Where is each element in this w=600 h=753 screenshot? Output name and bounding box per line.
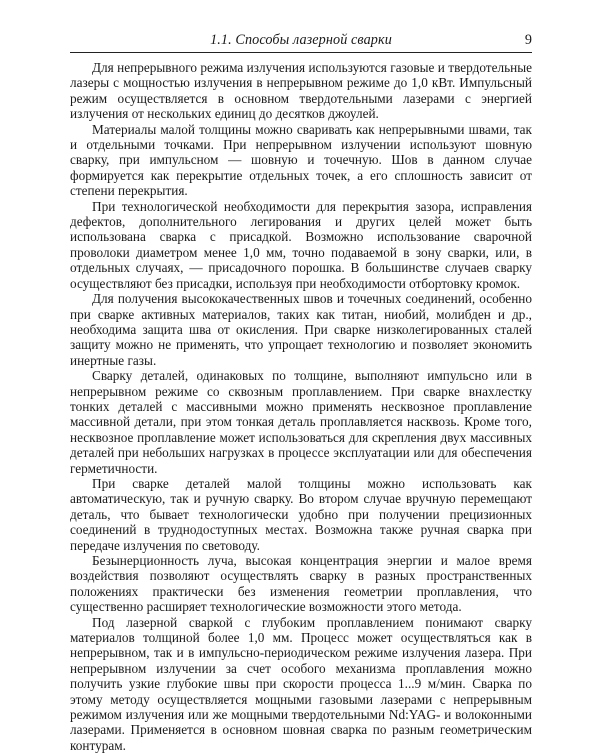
- paragraph: Для получения высококачественных швов и точечных соединений, особенно при сварке активных материалов, таких как титан, ниобий, молибден и др., необходима защита шва от окисления. При сварке низколегированных сталей защиту можно не применять, что упрощает технологию и позволяет экономить инертные газы.: [70, 291, 532, 368]
- page-number: 9: [524, 32, 532, 48]
- paragraph: Под лазерной сваркой с глубоким проплавлением понимают сварку материалов толщиной более 1,0 мм. Процесс может осуществляться как в непрерывном, так и в импульсно-периодическом режиме излучения лазера. При непрерывном излучении за счет особого механизма проплавления можно получить узкие глубокие швы при скорости процесса 1...9 м/мин. Сварка по этому методу осуществляется мощными газовыми лазерами с непрерывным режимом излучения или же мощными твердотельными Nd:YAG- и волоконными лазерами. Применяется в основном шовная сварка по разным геометрическим контурам.: [70, 614, 532, 753]
- running-title: 1.1. Способы лазерной сварки: [210, 32, 392, 48]
- paragraph: Для непрерывного режима излучения используются газовые и твердотельные лазеры с мощностью излучения в непрерывном режиме до 1,0 кВт. Импульсный режим осуществляется в основном твердотельными лазерами с энергией излучения от нескольких единиц до десятков джоулей.: [70, 60, 532, 122]
- paragraph: При сварке деталей малой толщины можно использовать как автоматическую, так и ручную сварку. Во втором случае вручную перемещают деталь, что бывает технологически удобно при получении прецизионных соединений в труднодоступных местах. Возможна также ручная сварка при передаче излучения по световоду.: [70, 475, 532, 553]
- body-text: [70, 60, 532, 753]
- paragraph: Сварку деталей, одинаковых по толщине, выполняют импульсно или в непрерывном режиме со сквозным проплавлением. При сварке внахлестку тонких деталей с массивными можно применять несквозное проплавление массивной детали, при этом тонкая деталь проплавляется насквозь. Кроме того, несквозное проплавление может использоваться для скрепления двух массивных деталей при небольших нагрузках в процессе эксплуатации или для обеспечения герметичности.: [70, 368, 532, 476]
- paragraph: Материалы малой толщины можно сваривать как непрерывными швами, так и отдельными точками. При непрерывном излучении используют шовную сварку, при импульсном — шовную и точечную. Шов в данном случае формируется как перекрытие отдельных точек, а его сплошность зависит от степени перекрытия.: [70, 121, 532, 199]
- running-header: [70, 30, 532, 53]
- paragraph: Безынерционность луча, высокая концентрация энергии и малое время воздействия позволяют осуществлять сварку в разных пространственных положениях практически без изменения геометрии проплавления, что существенно расширяет технологические возможности этого метода.: [70, 553, 532, 615]
- paragraph: При технологической необходимости для перекрытия зазора, исправления дефектов, дополнительного легирования и других целей может быть использована сварка с присадкой. Возможно использование сварочной проволоки диаметром менее 1,0 мм, точно подаваемой в зону сварки, или, в отдельных случаях, — присадочного порошка. В большинстве случаев сварку осуществляют без присадки, используя при необходимости отбортовку кромок.: [70, 198, 532, 291]
